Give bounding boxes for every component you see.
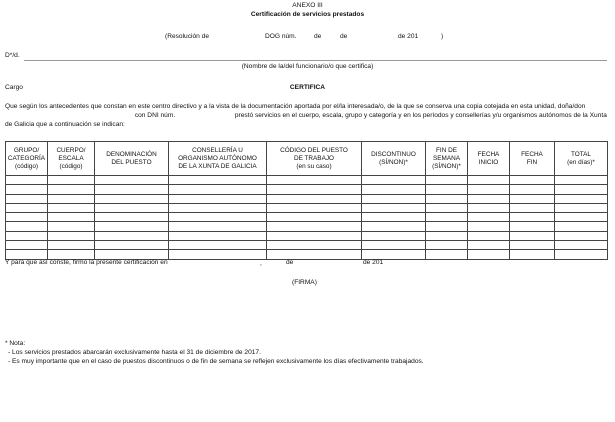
column-header-line: CÓDIGO DEL PUESTO xyxy=(280,146,348,154)
table-cell[interactable] xyxy=(6,222,48,231)
table-cell[interactable] xyxy=(510,231,555,240)
column-header xyxy=(169,142,267,176)
table-cell[interactable] xyxy=(510,194,555,203)
dog-label: DOG núm. xyxy=(265,33,297,40)
table-cell[interactable] xyxy=(426,194,468,203)
column-header xyxy=(510,142,555,176)
certifica-heading: CERTIFICA xyxy=(289,84,326,91)
table-cell[interactable] xyxy=(510,213,555,222)
column-header-line: GRUPO/ xyxy=(13,146,40,154)
table-cell[interactable] xyxy=(48,250,95,259)
table-row xyxy=(6,241,608,250)
table-cell[interactable] xyxy=(426,176,468,185)
table-cell[interactable] xyxy=(362,231,426,240)
table-cell[interactable] xyxy=(95,250,169,259)
table-header-row xyxy=(6,142,608,176)
table-cell[interactable] xyxy=(510,176,555,185)
cargo-label: Cargo xyxy=(5,84,23,91)
certification-text-part1: Que según los antecedentes que constan en este centro directivo y a la vista de la documentación aportada por el/la interesada/o, de la que se conserva una copia cotejada en esta unidad, doña/don xyxy=(5,103,586,110)
certifier-caption: (Nombre de la/del funcionario/o que certifica) xyxy=(241,63,374,70)
table-cell[interactable] xyxy=(6,250,48,259)
table-cell[interactable] xyxy=(468,194,510,203)
table-cell[interactable] xyxy=(6,203,48,212)
closing-de: de xyxy=(286,259,294,266)
closing-year: de 201 xyxy=(363,259,384,266)
resolution-de-1: de xyxy=(314,33,322,40)
table-cell[interactable] xyxy=(95,213,169,222)
dni-label: con DNI núm. xyxy=(134,112,176,119)
column-header-line: TOTAL xyxy=(570,150,591,158)
table-cell[interactable] xyxy=(6,185,48,194)
table-cell[interactable] xyxy=(6,194,48,203)
table-cell[interactable] xyxy=(169,231,267,240)
column-header-line: DEL PUESTO xyxy=(111,158,152,166)
note-item-1: - Los servicios prestados abarcarán exclusivamente hasta el 31 de diciembre de 2017. xyxy=(8,349,261,356)
column-header-line: ORGANISMO AUTÓNOMO xyxy=(178,154,257,162)
table-cell[interactable] xyxy=(6,241,48,250)
note-label: * Nota: xyxy=(5,340,26,347)
column-header-line: CATEGORÍA xyxy=(7,154,46,162)
table-cell[interactable] xyxy=(426,222,468,231)
table-row xyxy=(6,231,608,240)
table-cell[interactable] xyxy=(48,231,95,240)
table-cell[interactable] xyxy=(169,222,267,231)
column-header xyxy=(267,142,362,176)
table-cell[interactable] xyxy=(48,194,95,203)
table-cell[interactable] xyxy=(48,176,95,185)
column-header-line: ESCALA xyxy=(58,154,84,162)
table-cell[interactable] xyxy=(362,213,426,222)
signature-label: (FIRMA) xyxy=(292,279,317,286)
table-cell[interactable] xyxy=(555,231,608,240)
column-header-line: SEMANA xyxy=(433,154,460,162)
table-cell[interactable] xyxy=(6,213,48,222)
table-cell[interactable] xyxy=(169,194,267,203)
table-cell[interactable] xyxy=(48,213,95,222)
table-cell[interactable] xyxy=(362,250,426,259)
table-cell[interactable] xyxy=(362,185,426,194)
column-header-line: DE TRABAJO xyxy=(293,154,334,162)
column-header xyxy=(95,142,169,176)
table-cell[interactable] xyxy=(426,185,468,194)
table-cell[interactable] xyxy=(267,176,362,185)
table-cell[interactable] xyxy=(426,213,468,222)
page-title: Certificación de servicios prestados xyxy=(250,11,365,18)
annex-label: ANEXO III xyxy=(292,2,323,9)
column-header xyxy=(468,142,510,176)
closing-text: Y para que así conste, firmo la presente certificación en xyxy=(5,259,168,266)
table-cell[interactable] xyxy=(95,231,169,240)
table-cell[interactable] xyxy=(555,185,608,194)
table-cell[interactable] xyxy=(468,213,510,222)
column-header-line: (en su caso) xyxy=(296,162,332,170)
table-cell[interactable] xyxy=(468,250,510,259)
table-cell[interactable] xyxy=(95,176,169,185)
table-row xyxy=(6,176,608,185)
table-cell[interactable] xyxy=(426,203,468,212)
table-cell[interactable] xyxy=(468,185,510,194)
table-cell[interactable] xyxy=(555,250,608,259)
resolution-prefix: (Resolución de xyxy=(165,33,209,40)
table-cell[interactable] xyxy=(468,241,510,250)
resolution-close: ) xyxy=(441,33,444,40)
table-cell[interactable] xyxy=(510,222,555,231)
table-cell[interactable] xyxy=(555,241,608,250)
resolution-de-2: de xyxy=(340,33,348,40)
column-header-line: (código) xyxy=(59,162,83,170)
table-cell[interactable] xyxy=(267,185,362,194)
column-header-line: INICIO xyxy=(478,158,499,166)
resolution-year: de 201 xyxy=(398,33,419,40)
table-cell[interactable] xyxy=(169,250,267,259)
table-cell[interactable] xyxy=(468,176,510,185)
column-header-line: FIN DE xyxy=(436,146,457,154)
table-row xyxy=(6,250,608,259)
table-row xyxy=(6,203,608,212)
table-cell[interactable] xyxy=(468,222,510,231)
table-cell[interactable] xyxy=(510,185,555,194)
table-cell[interactable] xyxy=(555,213,608,222)
table-cell[interactable] xyxy=(95,222,169,231)
table-cell[interactable] xyxy=(95,241,169,250)
column-header-line: (SÍ/NON)* xyxy=(432,162,461,170)
column-header-line: FECHA xyxy=(521,150,543,158)
column-header-line: DISCONTINUO xyxy=(371,150,416,158)
table-cell[interactable] xyxy=(267,241,362,250)
table-cell[interactable] xyxy=(426,241,468,250)
table-cell[interactable] xyxy=(510,241,555,250)
table-cell[interactable] xyxy=(468,231,510,240)
column-header-line: CONSELLERÍA U xyxy=(192,146,243,154)
table-row xyxy=(6,194,608,203)
column-header-line: CUERPO/ xyxy=(56,146,86,154)
table-cell[interactable] xyxy=(169,185,267,194)
column-header-line: (en días)* xyxy=(567,158,595,166)
table-cell[interactable] xyxy=(267,213,362,222)
column-header xyxy=(6,142,48,176)
table-cell[interactable] xyxy=(169,213,267,222)
table-cell[interactable] xyxy=(48,222,95,231)
table-cell[interactable] xyxy=(48,185,95,194)
table-cell[interactable] xyxy=(555,194,608,203)
table-cell[interactable] xyxy=(6,231,48,240)
table-cell[interactable] xyxy=(95,185,169,194)
column-header xyxy=(362,142,426,176)
table-cell[interactable] xyxy=(169,203,267,212)
table-cell[interactable] xyxy=(267,203,362,212)
column-header-line: FIN xyxy=(526,158,538,166)
table-cell[interactable] xyxy=(48,241,95,250)
table-cell[interactable] xyxy=(95,194,169,203)
services-table xyxy=(5,141,608,260)
certification-text-part2: prestó servicios en el cuerpo, escala, grupo y categoría y en los períodos y consellerías y/u organismos autónomos de la Xunta de Galicia que a continuación se indican: xyxy=(5,112,607,128)
table-row xyxy=(6,185,608,194)
table-cell[interactable] xyxy=(510,250,555,259)
table-cell[interactable] xyxy=(48,203,95,212)
table-cell[interactable] xyxy=(510,203,555,212)
certification-text xyxy=(5,102,609,129)
column-header-line: FECHA xyxy=(477,150,500,158)
table-cell[interactable] xyxy=(362,203,426,212)
table-cell[interactable] xyxy=(169,241,267,250)
table-row xyxy=(6,213,608,222)
column-header-line: DE LA XUNTA DE GALICIA xyxy=(178,162,257,170)
table-cell[interactable] xyxy=(426,250,468,259)
table-cell[interactable] xyxy=(95,203,169,212)
table-cell[interactable] xyxy=(362,222,426,231)
certifier-name-line[interactable] xyxy=(24,60,607,61)
column-header-line: DENOMINACIÓN xyxy=(106,150,157,158)
table-cell[interactable] xyxy=(362,194,426,203)
table-cell[interactable] xyxy=(362,176,426,185)
column-header xyxy=(426,142,468,176)
table-row xyxy=(6,222,608,231)
table-cell[interactable] xyxy=(426,231,468,240)
table-cell[interactable] xyxy=(267,194,362,203)
column-header-line: (código) xyxy=(14,162,39,170)
table-cell[interactable] xyxy=(362,241,426,250)
table-cell[interactable] xyxy=(169,176,267,185)
table-cell[interactable] xyxy=(267,222,362,231)
table-cell[interactable] xyxy=(555,203,608,212)
column-header-line: (SÍ/NON)* xyxy=(379,158,408,166)
table-cell[interactable] xyxy=(6,176,48,185)
column-header xyxy=(555,142,608,176)
table-cell[interactable] xyxy=(267,231,362,240)
table-cell[interactable] xyxy=(267,250,362,259)
table-cell[interactable] xyxy=(468,203,510,212)
table-cell[interactable] xyxy=(555,176,608,185)
closing-comma: , xyxy=(260,260,262,267)
note-item-2: - Es muy importante que en el caso de puestos discontinuos o de fin de semana se reflejen exclusivamente los días efectivamente trabajados. xyxy=(8,358,424,365)
table-cell[interactable] xyxy=(555,222,608,231)
column-header xyxy=(48,142,95,176)
certifier-label: D*/d. xyxy=(5,52,20,59)
